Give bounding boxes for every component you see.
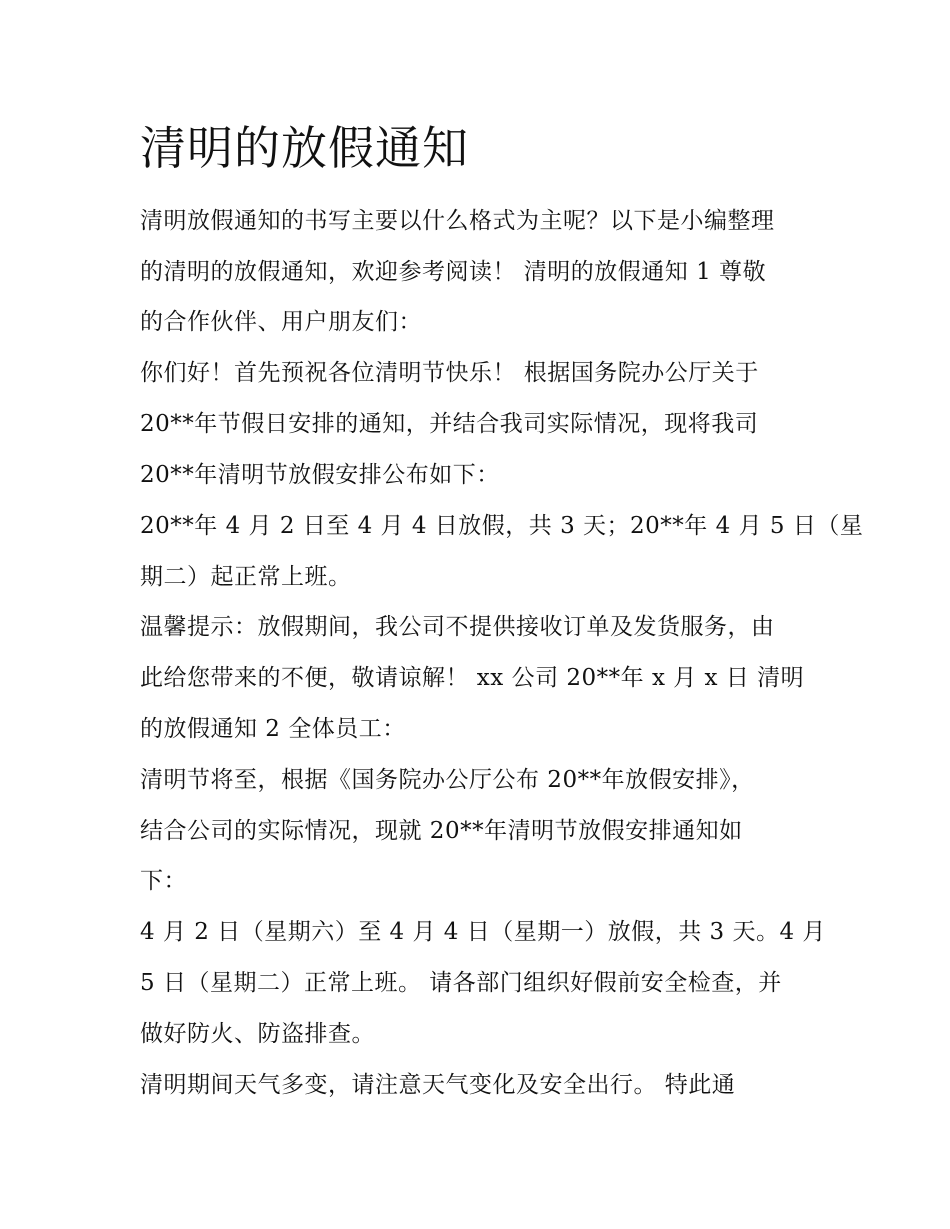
body-line-16: 5 日（星期二）正常上班。 请各部门组织好假前安全检查，并 [140, 970, 782, 996]
body-line-13: 结合公司的实际情况，现就 20**年清明节放假安排通知如 [140, 818, 743, 844]
body-line-17: 做好防火、防盗排查。 [140, 1021, 375, 1047]
body-line-15: 4 月 2 日（星期六）至 4 月 4 日（星期一）放假，共 3 天。4 月 [140, 919, 826, 945]
body-line-6: 20**年清明节放假安排公布如下： [140, 462, 500, 488]
document-title: 清明的放假通知 [140, 121, 469, 175]
body-line-4: 你们好！首先预祝各位清明节快乐！ 根据国务院办公厅关于 [140, 360, 759, 386]
body-line-2: 的清明的放假通知，欢迎参考阅读！ 清明的放假通知 1 尊敬 [140, 259, 767, 285]
body-line-9: 温馨提示：放假期间，我公司不提供接收订单及发货服务，由 [140, 614, 775, 640]
body-line-1: 清明放假通知的书写主要以什么格式为主呢？以下是小编整理 [140, 208, 775, 234]
body-line-7: 20**年 4 月 2 日至 4 月 4 日放假，共 3 天；20**年 4 月 5 日（星 [140, 513, 864, 539]
body-line-8: 期二）起正常上班。 [140, 564, 352, 590]
body-line-14: 下： [140, 868, 187, 894]
body-line-3: 的合作伙伴、用户朋友们： [140, 309, 422, 335]
body-line-12: 清明节将至，根据《国务院办公厅公布 20**年放假安排》， [140, 767, 755, 793]
body-line-10: 此给您带来的不便，敬请谅解！ xx 公司 20**年 x 月 x 日 清明 [140, 665, 805, 691]
body-line-18: 清明期间天气多变，请注意天气变化及安全出行。 特此通 [140, 1072, 736, 1098]
body-line-11: 的放假通知 2 全体员工： [140, 716, 406, 742]
body-line-5: 20**年节假日安排的通知，并结合我司实际情况，现将我司 [140, 411, 759, 437]
